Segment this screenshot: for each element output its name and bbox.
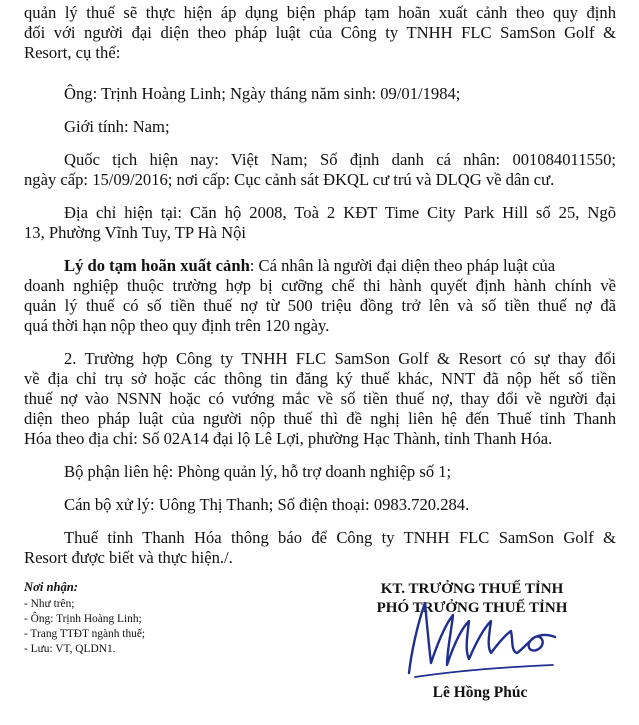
reason-text: : Cá nhân là người đại diện theo pháp luật của xyxy=(249,256,556,275)
reason-line-2: doanh nghiệp thuộc trường hợp bị cưỡng chế thi hành quyết định hành chính về xyxy=(24,276,616,295)
contact-department-line: Bộ phận liên hệ: Phòng quản lý, hỗ trợ doanh nghiệp số 1; xyxy=(64,462,452,481)
address-line-1: Địa chỉ hiện tại: Căn hộ 2008, Toà 2 KĐT Time City Park Hill số 25, Ngõ xyxy=(64,203,616,222)
body-line-3: Resort, cụ thể: xyxy=(24,43,121,62)
item2-line-3: thuế nợ vào NSNN hoặc có vướng mắc về số tiền thuế nợ, thay đổi về người đại xyxy=(24,389,616,408)
nationality-line: Quốc tịch hiện nay: Việt Nam; Số định danh cá nhân: 001084011550; xyxy=(64,150,616,169)
recipient-item: - Trang TTĐT ngành thuế; xyxy=(24,628,146,640)
handwritten-signature xyxy=(395,585,560,685)
closing-line-1: Thuế tỉnh Thanh Hóa thông báo để Công ty TNHH FLC SamSon Golf & xyxy=(64,528,616,547)
reason-line-4: quá thời hạn nộp theo quy định trên 120 ngày. xyxy=(24,316,330,335)
recipient-item: - Như trên; xyxy=(24,598,75,610)
body-line-1: quản lý thuế sẽ thực hiện áp dụng biện pháp tạm hoãn xuất cảnh theo quy định xyxy=(24,3,616,22)
signer-title-2: PHÓ TRƯỞNG THUẾ TỈNH xyxy=(376,600,568,616)
issue-info-line: ngày cấp: 15/09/2016; nơi cấp: Cục cảnh sát ĐKQL cư trú và DLQG về dân cư. xyxy=(24,170,555,189)
recipient-item: - Lưu: VT, QLDN1. xyxy=(24,643,116,655)
body-line-2: đối với người đại diện theo pháp luật của Công ty TNHH FLC SamSon Golf & xyxy=(24,23,616,42)
person-name-line: Ông: Trịnh Hoàng Linh; Ngày tháng năm sinh: 09/01/1984; xyxy=(64,84,461,103)
officer-line: Cán bộ xử lý: Uông Thị Thanh; Số điện thoại: 0983.720.284. xyxy=(64,495,470,514)
signer-title-1: KT. TRƯỞNG THUẾ TỈNH xyxy=(380,581,564,597)
closing-line-2: Resort được biết và thực hiện./. xyxy=(24,548,233,567)
reason-line xyxy=(64,256,616,276)
recipients-title: Nơi nhận: xyxy=(24,580,79,594)
item2-line-1: 2. Trường hợp Công ty TNHH FLC SamSon Golf & Resort có sự thay đổi xyxy=(64,349,616,368)
item2-line-4: diện theo pháp luật của người nộp thuế thì đề nghị liên hệ đến Thuế tỉnh Thanh xyxy=(24,409,616,428)
gender-line: Giới tính: Nam; xyxy=(64,117,170,136)
reason-line-3: quản lý thuế có số tiền thuế nợ từ 500 triệu đồng trở lên và số tiền thuế nợ đã xyxy=(24,296,616,315)
reason-label: Lý do tạm hoãn xuất cảnh xyxy=(64,256,250,275)
signer-name: Lê Hồng Phúc xyxy=(432,684,528,701)
item2-line-2: về địa chỉ trụ sở hoặc các thông tin đăng ký thuế khác, NNT đã nộp hết số tiền xyxy=(24,369,616,388)
address-line-2: 13, Phường Vĩnh Tuy, TP Hà Nội xyxy=(24,223,247,242)
recipient-item: - Ông: Trịnh Hoàng Linh; xyxy=(24,613,142,625)
item2-line-5: Hóa theo địa chỉ: Số 02A14 đại lộ Lê Lợi, phường Hạc Thành, tỉnh Thanh Hóa. xyxy=(24,429,553,448)
